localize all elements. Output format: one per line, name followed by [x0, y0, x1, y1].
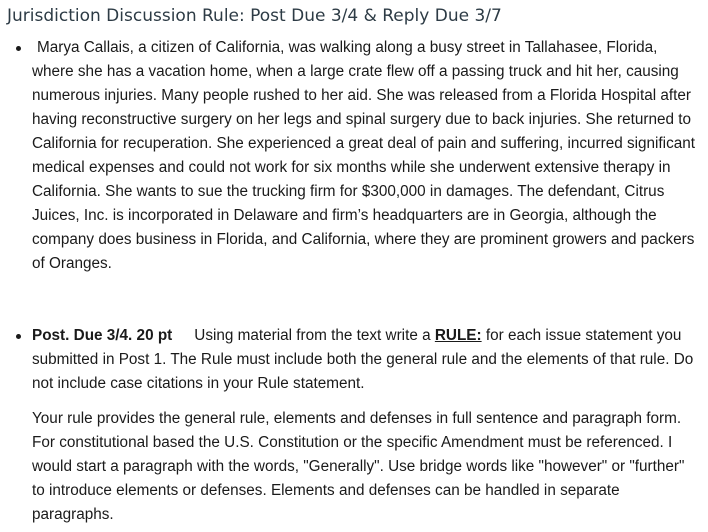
task-label: Post. Due 3/4. 20 pt [32, 327, 173, 344]
scenario-bullet [0, 36, 700, 276]
task-instruction-paragraph [32, 324, 700, 396]
page-title: Jurisdiction Discussion Rule: Post Due 3/4 & Reply Due 3/7 [7, 6, 502, 26]
bullet-dot-icon [16, 334, 21, 339]
discussion-bullet-list [0, 36, 700, 527]
task-intro-text: Using material from the text write a [194, 327, 435, 344]
scenario-paragraph: Marya Callais, a citizen of California, was walking along a busy street in Tallahasee, Florida, where she has a vacation home, when a large crate flew off a passing truck and hit her, causing numerous injuries. Many people rushed to her aid. She was released from a Florida Hospital after having reconstructive surgery on her legs and spinal surgery due to back injuries. She returned to California for recuperation. She experienced a great deal of pain and suffering, incurred significant medical expenses and could not work for six months while she underwent extensive therapy in California. She wants to sue the trucking firm for $300,000 in damages. The defendant, Citrus Juices, Inc. is incorporated in Delaware and firm’s headquarters are in Georgia, although the company does business in Florida, and California, where they are prominent growers and packers of Oranges. [32, 39, 695, 272]
post-task-bullet [0, 324, 700, 527]
rule-keyword: RULE: [434, 327, 482, 344]
bullet-dot-icon [16, 46, 21, 51]
rule-explanation-paragraph: Your rule provides the general rule, elements and defenses in full sentence and paragraph form. For constitutional based the U.S. Constitution or the specific Amendment must be referenced. I would start a paragraph with the words, "Generally". Use bridge words like "however" or "further" to introduce elements or defenses. Elements and defenses can be handled in separate paragraphs. [32, 410, 685, 523]
task-instruction-text: for each issue statement you submitted in Post 1. The Rule must include both the general rule and the elements of that rule. Do not include case citations in your Rule statement. [32, 327, 694, 392]
